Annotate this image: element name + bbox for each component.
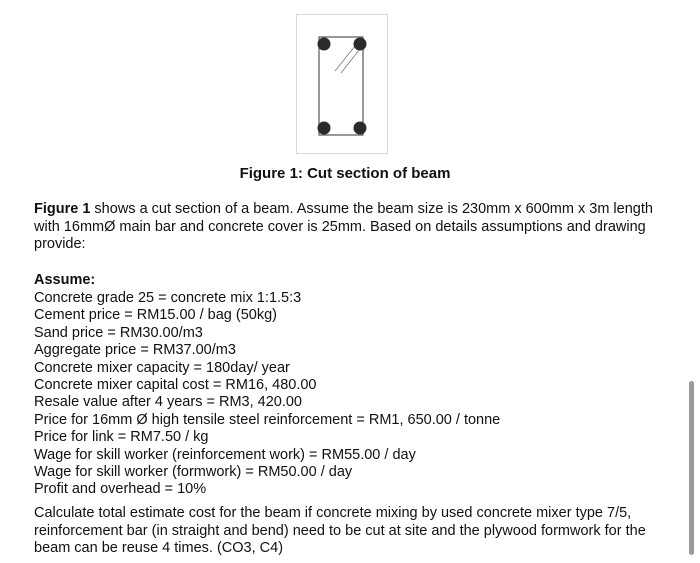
beam-link-outline	[319, 37, 363, 135]
vertical-scrollbar[interactable]	[689, 381, 694, 555]
assumption-item: Wage for skill worker (formwork) = RM50.00 / day	[34, 464, 353, 481]
beam-section-drawing	[297, 15, 389, 155]
intro-lead: Figure 1	[34, 201, 91, 217]
assumption-item: Concrete mixer capital cost = RM16, 480.00	[34, 377, 317, 394]
assumption-item: Wage for skill worker (reinforcement work) = RM55.00 / day	[34, 446, 416, 463]
intro-text: shows a cut section of a beam. Assume the beam size is 230mm x 600mm x 3m length with 16mmØ main bar and concrete cover is 25mm. Based on details assumptions and drawing provide:	[34, 201, 653, 252]
assumption-list	[34, 290, 664, 499]
assumption-item: Price for link = RM7.50 / kg	[34, 429, 209, 446]
bottom-left-bar	[318, 122, 331, 135]
assumption-item: Aggregate price = RM37.00/m3	[34, 342, 236, 359]
top-left-bar	[318, 38, 331, 51]
beam-cross-section-figure	[296, 14, 388, 154]
assumption-item: Cement price = RM15.00 / bag (50kg)	[34, 307, 277, 324]
task-paragraph: Calculate total estimate cost for the beam if concrete mixing by used concrete mixer type 7/5, reinforcement bar (in straight and bend) need to be cut at site and the plywood formwork for the beam can be reuse 4 times. (CO3, C4)	[34, 505, 646, 556]
assumption-item: Resale value after 4 years = RM3, 420.00	[34, 394, 302, 411]
assumption-item: Sand price = RM30.00/m3	[34, 324, 203, 341]
bottom-right-bar	[354, 122, 367, 135]
assumption-item: Concrete mixer capacity = 180day/ year	[34, 359, 290, 376]
assumption-item: Concrete grade 25 = concrete mix 1:1.5:3	[34, 290, 302, 306]
figure-caption: Figure 1: Cut section of beam	[239, 165, 451, 182]
top-right-bar	[354, 38, 367, 51]
assumption-item: Price for 16mm Ø high tensile steel reinforcement = RM1, 650.00 / tonne	[34, 411, 501, 428]
assumption-item: Profit and overhead = 10%	[34, 481, 207, 498]
assume-heading: Assume:	[34, 272, 96, 288]
intro-paragraph	[34, 201, 664, 254]
